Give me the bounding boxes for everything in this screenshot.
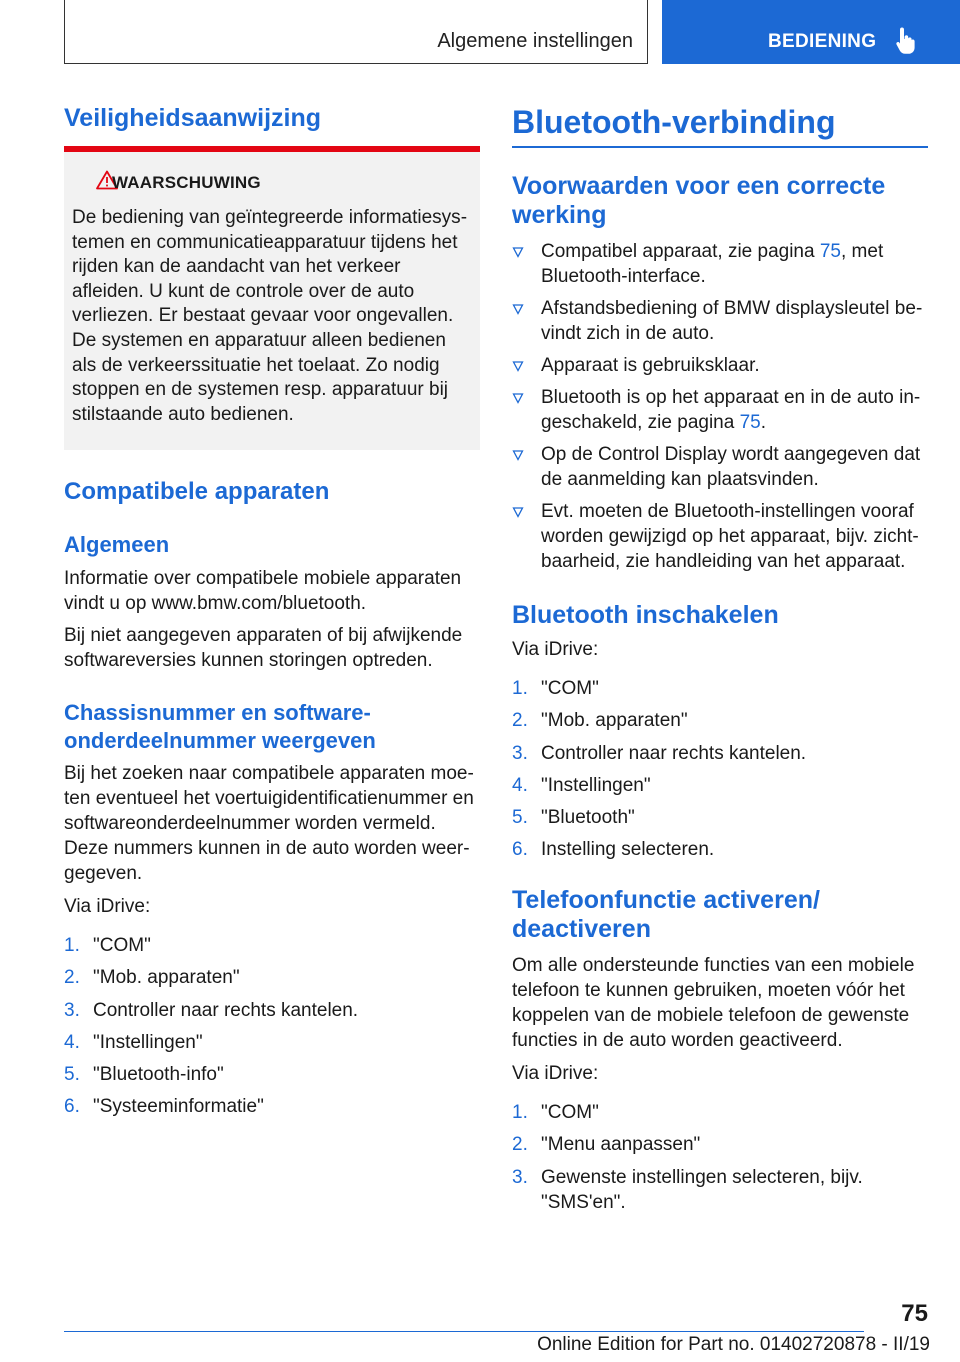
edition-line: Online Edition for Part no. 01402720878 - II/19 xyxy=(537,1334,930,1355)
header-frame xyxy=(64,0,648,64)
list-item: 6. Instelling selecteren. xyxy=(512,839,715,861)
general-paragraph-1: Informatie over compatibele mobiele apparaten vindt u op www.bmw.com/bluetooth. xyxy=(64,568,462,614)
bullet-triangle-icon xyxy=(512,506,524,518)
list-item: 5. "Bluetooth" xyxy=(512,807,635,829)
chassis-steps xyxy=(64,933,482,1127)
list-item: 2. "Mob. apparaten" xyxy=(64,967,240,989)
chassis-paragraph: Bij het zoeken naar compatibele apparaten moeten eventueel het voertuigidentificatienummer en softwareonderdeelnummer worden vermeld. Deze nummers kunnen in de auto worden weergegeven. xyxy=(64,763,474,884)
safety-heading: Veiligheidsaanwijzing xyxy=(64,104,322,132)
bluetooth-on-heading: Bluetooth inschakelen xyxy=(512,601,779,629)
phone-function-steps xyxy=(512,1100,928,1197)
list-item: 4. "Instellingen" xyxy=(64,1031,203,1053)
bullet-triangle-icon xyxy=(512,360,524,372)
bullet-triangle-icon xyxy=(512,392,524,404)
list-item: 3. Controller naar rechts kantelen. xyxy=(512,742,807,764)
phone-function-paragraph: Om alle ondersteunde functies van een mobiele telefoon te kunnen gebruiken, moeten vóór het koppelen van de mobiele telefoon de gewenste functies in de auto worden geactiveerd. xyxy=(512,955,915,1051)
list-item: 2. "Menu aanpassen" xyxy=(512,1134,701,1156)
list-item: 5. "Bluetooth-info" xyxy=(64,1064,224,1086)
warning-title: WAARSCHUWING xyxy=(112,173,261,192)
list-item: Afstandsbediening of BMW displaysleutel bevindt zich in de auto. xyxy=(512,296,928,346)
general-heading: Algemeen xyxy=(64,532,170,557)
list-item: Op de Control Display wordt aangegeven dat de aanmelding kan plaatsvinden. xyxy=(512,442,928,492)
list-item: Bluetooth is op het apparaat en in de auto ingeschakeld, zie pagina 75. xyxy=(512,385,928,435)
list-item: Apparaat is gebruiksklaar. xyxy=(512,353,928,378)
page-link[interactable]: 75 xyxy=(739,412,761,433)
list-item: 3. Controller naar rechts kantelen. xyxy=(64,999,359,1021)
requirements-list xyxy=(512,239,928,574)
via-idrive-label: Via iDrive: xyxy=(64,896,151,917)
compat-heading: Compatibele apparaten xyxy=(64,478,330,505)
list-item: 1. "COM" xyxy=(512,678,599,699)
list-item: 1. "COM" xyxy=(64,935,151,956)
chassis-heading: Chassisnummer en softwareonderdeelnummer weergeven xyxy=(64,700,376,753)
list-item: Compatibel apparaat, zie pagina 75, met Bluetooth-interface. xyxy=(512,239,928,289)
list-item: 3. Gewenste instellingen selecteren, bijv. xyxy=(512,1166,863,1188)
phone-function-heading: Telefoonfunctie activeren/ deactiveren xyxy=(512,886,820,943)
list-item: 6. "Systeeminformatie" xyxy=(64,1096,264,1118)
pointing-hand-icon xyxy=(895,26,919,54)
chapter-tab[interactable] xyxy=(662,0,960,64)
warning-bar xyxy=(64,146,480,152)
bullet-triangle-icon xyxy=(512,246,524,258)
via-idrive-label-2: Via iDrive: xyxy=(512,1063,599,1084)
requirements-heading: Voorwaarden voor een correcte werking xyxy=(512,172,886,229)
heading-rule xyxy=(512,146,928,148)
bluetooth-on-steps xyxy=(512,676,928,870)
section-title: Algemene instellingen xyxy=(437,30,633,52)
warning-body: De bediening van geïntegreerde informatiesystemen en communicatieapparatuur tijdens het rijden kan de aandacht van het verkeer afleiden. U kunt de controle over de auto verliezen. Er bestaat gevaar voor ongevallen. De systemen en apparatuur alleen bedienen als de verkeerssituatie het toelaat. Zo nodig stoppen en de systemen resp. apparatuur bij stilstaande auto bedienen. xyxy=(72,207,468,425)
chapter-tab-label: BEDIENING xyxy=(768,31,877,52)
general-paragraph-2: Bij niet aangegeven apparaten of bij afwijkende softwareversies kunnen storingen optreden. xyxy=(64,625,463,671)
phone-step-3-continuation: "SMS'en". xyxy=(541,1192,626,1213)
list-item: 4. "Instellingen" xyxy=(512,774,651,796)
list-item: 2. "Mob. apparaten" xyxy=(512,710,688,732)
page-link[interactable]: 75 xyxy=(819,241,841,262)
via-idrive-label-1: Via iDrive: xyxy=(512,639,599,660)
page-number: 75 xyxy=(901,1300,928,1327)
footer-rule xyxy=(64,1331,864,1332)
warning-box xyxy=(64,146,480,450)
bullet-triangle-icon xyxy=(512,303,524,315)
bluetooth-heading: Bluetooth-verbinding xyxy=(512,104,836,140)
list-item: Evt. moeten de Bluetooth-instellingen vooraf worden gewijzigd op het apparaat, bijv. zichtbaarheid, zie handleiding van het apparaat. xyxy=(512,499,928,574)
bullet-triangle-icon xyxy=(512,449,524,461)
list-item: 1. "COM" xyxy=(512,1102,599,1123)
